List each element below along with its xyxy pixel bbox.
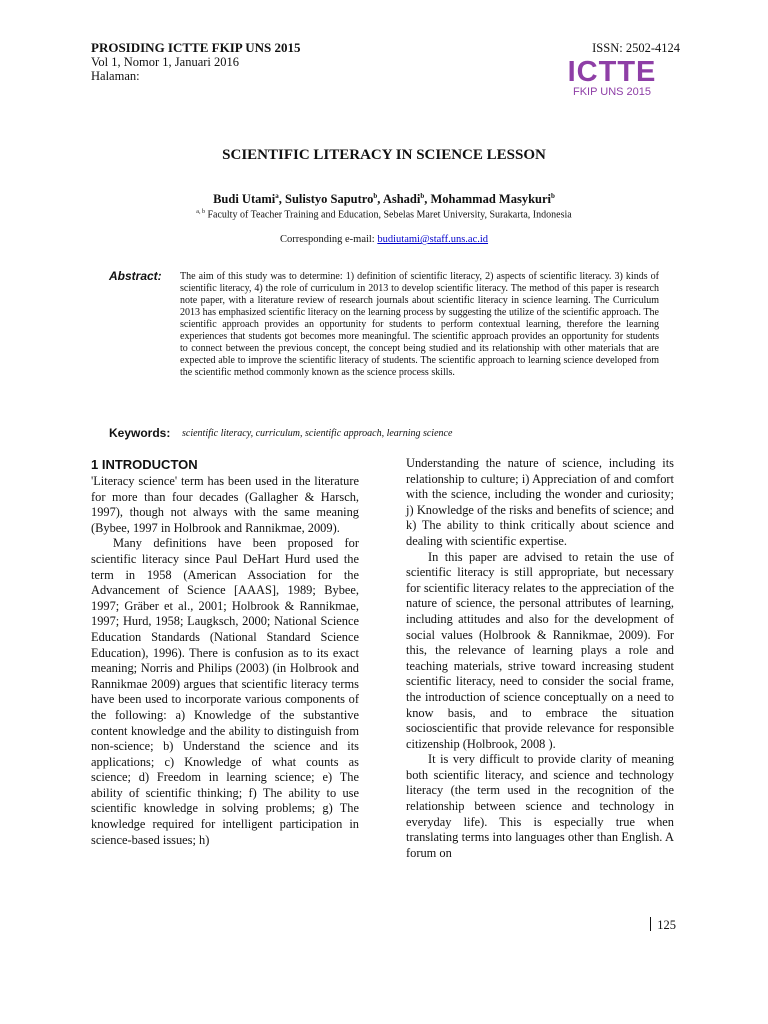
author-name: Budi Utami [213, 192, 276, 207]
abstract-label: Abstract: [109, 269, 162, 283]
author-sup: b [420, 192, 425, 200]
author-sup: a [275, 192, 279, 200]
author-sup: b [373, 192, 378, 200]
volume-info: Vol 1, Nomor 1, Januari 2016 [91, 55, 240, 69]
paragraph: Understanding the nature of science, including its relationship to culture; i) Appreciation of and comfort with the science, including the wonder and curiosity; j) Knowledge of the risks and benefits of science; and k) The ability to think critically about science and dealing with scientific expertise. [406, 456, 674, 548]
issn: ISSN: 2502-4124 [592, 41, 680, 55]
ictte-logo [562, 56, 662, 98]
author-sep: , [424, 192, 431, 207]
paragraph: It is very difficult to provide clarity of meaning both scientific literacy, and science and technology literacy (the term used in the recognition of the relationship between science and technology in everyday life). This is especially true when translating terms into languages other than English. A forum on [406, 752, 674, 860]
logo-sub-text: FKIP UNS 2015 [572, 86, 652, 98]
page-number-divider [650, 917, 651, 931]
author-sup: b [551, 192, 555, 200]
author-sep: , [377, 192, 383, 207]
email-label: Corresponding e-mail: [279, 234, 375, 245]
author-list [0, 192, 768, 207]
logo-main-text: ICTTE [567, 56, 657, 88]
body-column-left [91, 474, 359, 848]
paper-title: SCIENTIFIC LITERACY IN SCIENCE LESSON [222, 147, 546, 163]
email-link[interactable]: budiutami@staff.uns.ac.id [377, 234, 489, 245]
journal-header [91, 41, 300, 83]
page-number [650, 917, 676, 933]
paragraph: Many definitions have been proposed for scientific literacy since Paul DeHart Hurd used the term in 1958 (American Association for the Advancement of Science [AAAS], 1989; Bybee, 1997; Gräber et al., 2001; Holbrook & Rannikmae, 1997; Hurd, 1958; Laugksch, 2000; National Science Education Standards (National Standard Science Education), 1996). There is confusion as to its exact meaning; Norris and Philips (2003) (in Holbrook and Rannikmae 2009) argues that scientific literacy terms have been used to incorporate various components of the following: a) Knowledge of the substantive content knowledge and the ability to distinguish from non-science; b) Understand the science and its applications; c) Knowledge of what counts as science; d) Freedom in learning science; e) The ability of scientific thinking; f) The ability to use scientific knowledge in solving problems; g) The knowledge required for intelligent participation in science-based issues; h) [91, 536, 359, 847]
abstract-text: The aim of this study was to determine: 1) definition of scientific literacy, 2) aspects of scientific literacy. 3) kinds of scientific literacy, 4) the role of curriculum in 2013 to develop scientific literacy. The method of this paper is research note paper, with a literature review of research journals about scientific literacy in science learning. The Curriculum 2013 has emphasized scientific literacy on the learning process by suggesting the utilize of the scientific approach. The scientific approach provides an opportunity for students to perform contextual learning, therefore the learning experiences that students got becomes more meaningful. The scientific approach provides an opportunity for students to connect between the previous concept, the concept being studied and its relationship with other materials that are expected able to improve the scientific literacy of students. The scientific approach to learning science developed from the scientific method commonly known as the science process skills. [180, 271, 659, 378]
author-name: Mohammad Masykuri [430, 192, 551, 207]
paragraph: 'Literacy science' term has been used in the literature for more than four decades (Gallagher & Harsch, 1997), though not always with the same meaning (Bybee, 1997 in Holbrook and Rannikmae, 2009). [91, 474, 359, 535]
body-column-right [406, 456, 674, 861]
halaman-label: Halaman: [91, 69, 140, 83]
affiliation-text: Faculty of Teacher Training and Education, Sebelas Maret University, Surakarta, Indonesia [207, 209, 572, 221]
section-heading: 1 INTRODUCTON [91, 457, 198, 472]
author-sep: , [278, 192, 285, 207]
proceedings-name: PROSIDING ICTTE FKIP UNS 2015 [91, 40, 301, 55]
page-number-text: 125 [657, 918, 676, 932]
author-name: Ashadi [382, 192, 421, 207]
affiliation-sup: a, b [196, 209, 205, 215]
corresponding-email [0, 234, 768, 245]
author-name: Sulistyo Saputro [285, 192, 374, 207]
keywords-label: Keywords: [109, 426, 171, 440]
affiliation [0, 209, 768, 220]
keywords-text: scientific literacy, curriculum, scientific approach, learning science [182, 428, 453, 439]
paragraph: In this paper are advised to retain the use of scientific literacy is still appropriate, but necessary for scientific literacy relates to the appreciation of the nature of science, the personal attributes of learning, including attitudes and also for the development of social values (Holbrook & Rannikmae, 2009). For this, the relevance of learning plays a role and teaching materials, strive toward increasing student scientific literacy, need to consider the social frame, the introduction of science conceptually on a need to know basis, and to embrace the situation socioscientific that provide relevance for responsible citizenship (Holbrook, 2008 ). [406, 549, 674, 751]
